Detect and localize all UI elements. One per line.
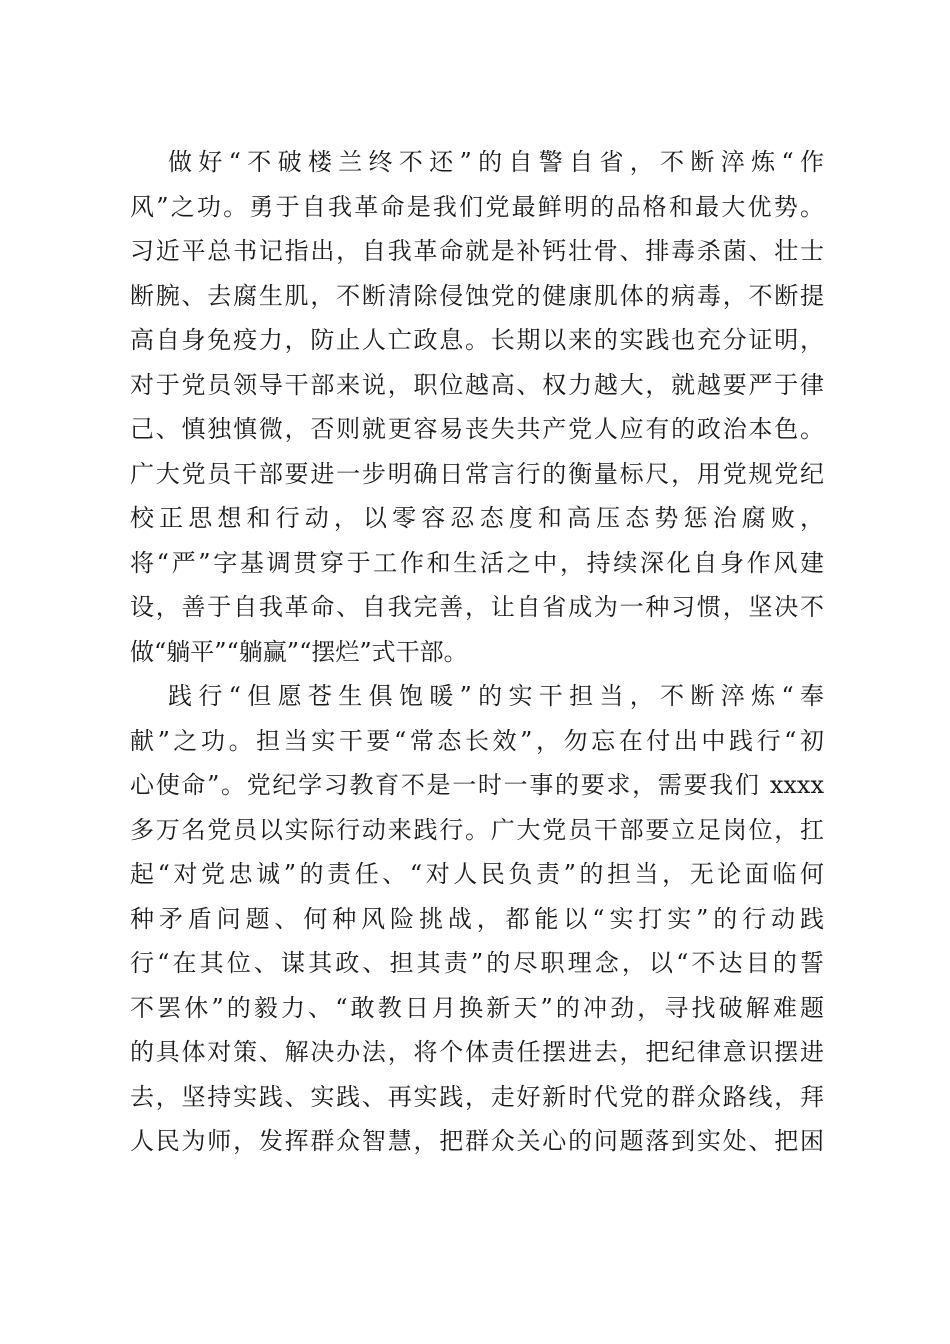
text-line: 校正思想和行动，以零容忍态度和高压态势惩治腐败， [130,504,824,532]
text-line: 断腕、去腐生肌，不断清除侵蚀党的健康肌体的病毒，不断提 [130,281,824,310]
text-line: 广大党员干部要进一步明确日常言行的衡量标尺，用党规党纪 [130,459,824,488]
paragraph-2 [130,674,824,1164]
text-line: 不罢休”的毅力、“敢教日月换新天”的冲劲，寻找破解难题 [130,993,824,1022]
text-line: 对于党员领导干部来说，职位越高、权力越大，就越要严于律 [130,370,824,399]
text-line: 心使命”。党纪学习教育不是一时一事的要求，需要我们 xxxx [130,771,824,799]
text-line: 献”之功。担当实干要“常态长效”，勿忘在付出中践行“初 [130,726,824,755]
text-line: 己、慎独慎微，否则就更容易丧失共产党人应有的政治本色。 [130,415,824,443]
text-line: 践行“但愿苍生俱饱暖”的实干担当，不断淬炼“奉 [168,682,824,710]
text-line: 去，坚持实践、实践、再实践，走好新时代党的群众路线，拜 [130,1082,824,1111]
paragraph-1 [130,140,824,674]
text-line: 高自身免疫力，防止人亡政息。长期以来的实践也充分证明， [130,326,824,354]
text-line: 起“对党忠诚”的责任、“对人民负责”的担当，无论面临何 [130,860,824,888]
text-line: 多万名党员以实际行动来践行。广大党员干部要立足岗位，扛 [130,815,824,844]
text-line: 将“严”字基调贯穿于工作和生活之中，持续深化自身作风建 [130,548,824,577]
text-line: 种矛盾问题、何种风险挑战，都能以“实打实”的行动践 [130,904,824,933]
text-line: 人民为师，发挥群众智慧，把群众关心的问题落到实处、把困 [130,1127,824,1155]
document-body [130,140,824,1164]
text-line: 风”之功。勇于自我革命是我们党最鲜明的品格和最大优势。 [130,192,824,221]
text-line: 做好“不破楼兰终不还”的自警自省，不断淬炼“作 [168,148,824,176]
text-line: 设，善于自我革命、自我完善，让自省成为一种习惯，坚决不 [130,593,824,621]
text-line: 习近平总书记指出，自我革命就是补钙壮骨、排毒杀菌、壮士 [130,237,824,265]
text-line: 行“在其位、谋其政、担其责”的尽职理念，以“不达目的誓 [130,949,824,977]
text-line: 做“躺平”“躺赢”“摆烂”式干部。 [130,637,468,666]
text-line: 的具体对策、解决办法，将个体责任摆进去，把纪律意识摆进 [130,1038,824,1066]
